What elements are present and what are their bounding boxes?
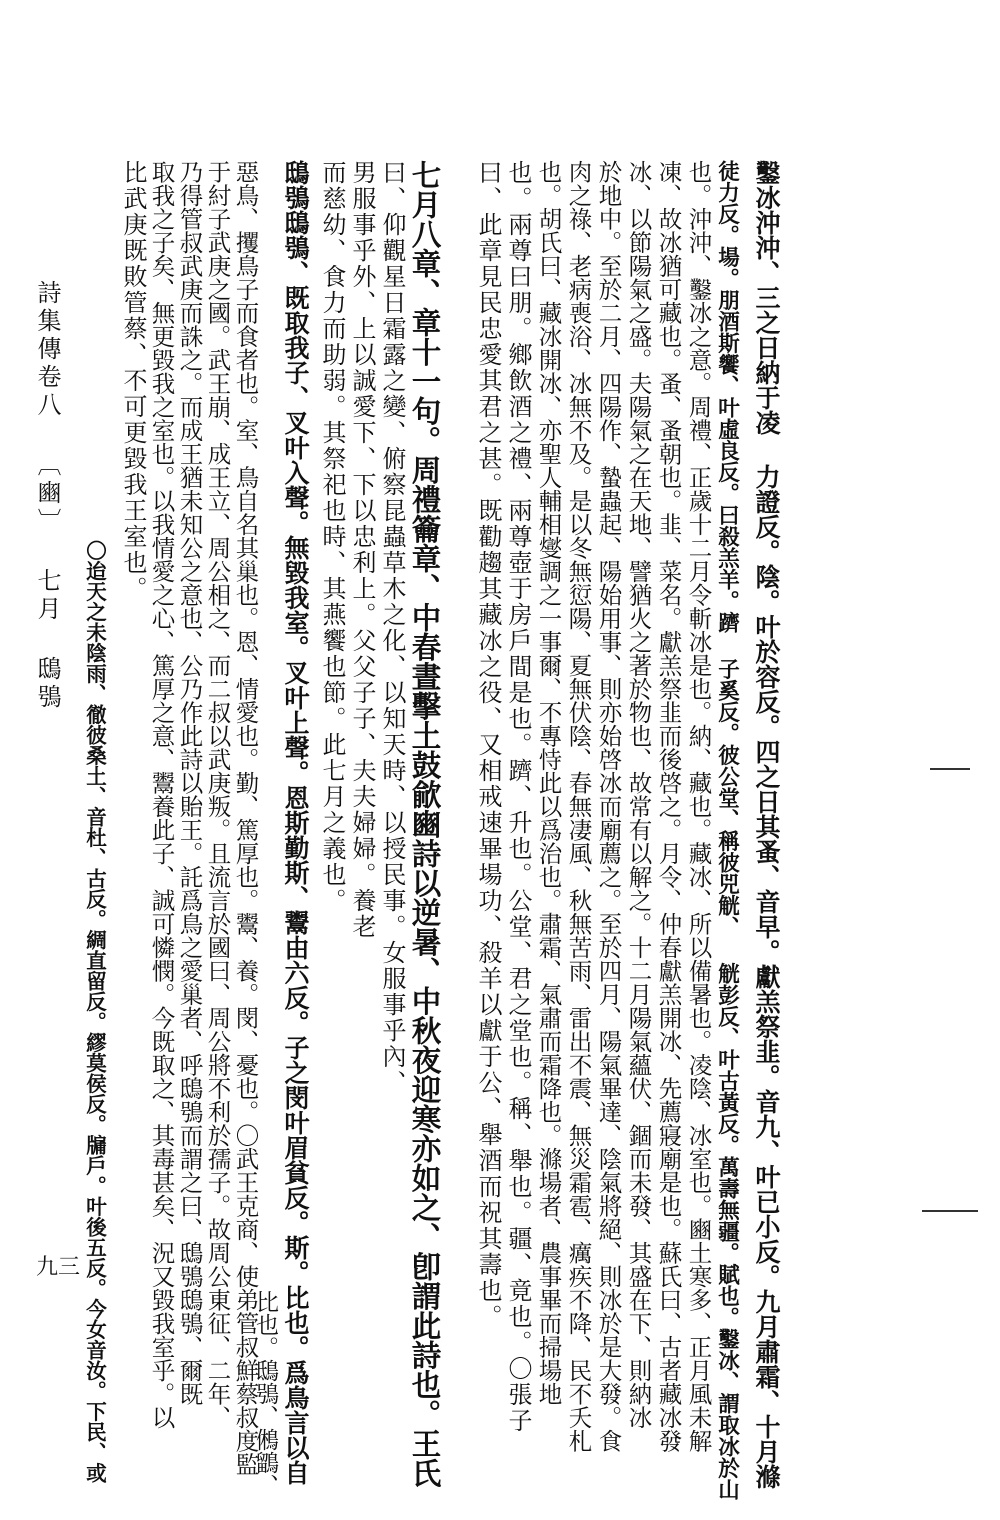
margin-mark: [930, 768, 970, 770]
text-column-20: 取我之子矣、無更毀我之室也。以我情愛之心、篤厚之意、鬻養此子、誠可憐憫。今既取之、其毒甚矣、況又毀我室乎。以: [147, 160, 176, 1429]
margin-mark: [922, 1210, 978, 1212]
text-column-13: 男服事乎外、上以誠愛下、下以忠利上。父父子子、夫夫婦婦。養老: [348, 160, 376, 940]
text-column-10: 曰、此章見民忠愛其君之甚。既勸趨其藏冰之役、又相戒速畢場功、殺羊以獻于公、舉酒而祝其壽也。: [474, 160, 502, 1330]
text-column-7: 肉之祿、老病喪浴、冰無不及。是以冬無愆陽、夏無伏陰、春無凄風、秋無苦雨、雷出不震、無災霜雹、癘疾不降、民不夭札: [564, 160, 593, 1453]
page-number: 九三: [36, 1255, 81, 1280]
text-column-6: 於地中。至於二月、四陽作、蟄蟲起、陽始用事、則亦始啓冰而廟薦之。至於四月、陽氣畢達、陰氣將絕、則冰於是大發。食: [594, 160, 623, 1453]
running-footer: 詩集傳卷八 〔豳〕 七月 鴟鴞: [33, 280, 61, 712]
text-column-1: 鑿冰沖沖、三之日納于凌 力證反。陰。叶於容反。四之日其蚤、音早。獻羔祭韭。音九、叶已小反。九月肅霜、十月滌: [752, 160, 781, 1489]
text-column-22: 〇迨天之未陰雨、徹彼桑土、音杜、古反。綢直留反。繆莫侯反。牖戶。叶後五反。今女音汝。下民、或: [82, 540, 107, 1483]
text-column-9: 也。兩尊曰朋。鄉飲酒之禮、兩尊壺于房戶間是也。躋、升也。公堂、君之堂也。稱、舉也。疆、竟也。〇張子: [504, 160, 532, 1434]
text-column-16: 比也。鴟鴞、鵂鶹、: [252, 1290, 278, 1497]
text-column-19: 乃得管叔武庚而誅之。而成王猶未知公之意也、公乃作此詩以貽王。託爲鳥之愛巢者、呼鴟鴞而謂之曰、鴟鴞鴟鴞、爾既: [175, 160, 204, 1406]
chapter-summary-heading: 七月八章、章十一句。周禮籥章、中春晝擊土鼓歈豳詩以逆暑、中秋夜迎寒亦如之、卽謂此詩也。王氏: [407, 160, 443, 1488]
poem-title-line: 鴟鴞鴟鴞、既取我子、叉叶入聲。無毀我室。叉叶上聲。恩斯勤斯、鬻由六反。子之閔叶眉貧反。斯。比也。爲鳥言以自: [281, 160, 310, 1485]
text-column-21: 比武庚既敗管蔡、不可更毀我王室也。: [119, 160, 147, 602]
text-column-12: 曰、仰觀星日霜露之變、俯察昆蟲草木之化、以知天時、以授民事。女服事乎內、: [378, 160, 406, 1096]
text-column-18: 于紂子武庚之國。武王崩、成王立、周公相之、而二叔以武庚叛。且流言於國曰、周公將不利於孺子。故周公東征、二年、: [203, 160, 232, 1429]
text-column-14: 而慈幼、食力而助弱。其祭祀也時、其燕饗也節。此七月之義也。: [318, 160, 346, 914]
text-column-3: 也。沖沖、鑿冰之意。周禮、正歲十二月令斬冰是也。納、藏也。藏冰、所以備暑也。凌陰、冰室也。豳土寒多、正月風未解: [684, 160, 713, 1453]
text-column-2: 徒力反。場。朋酒斯饗、叶虛良反。曰殺羔羊。躋 子奚反。彼公堂、稱彼兕觥、 觥彭反、叶古黃反。萬壽無疆。賦也。鑿冰、謂取冰於山: [714, 160, 740, 1500]
text-column-5: 冰、以節陽氣之盛。夫陽氣之在天地、譬猶火之著於物也、故常有以解之。十二月陽氣蘊伏、錮而未發、其盛在下、則納冰: [624, 160, 653, 1429]
text-column-8: 也。胡氏曰、藏冰開冰、亦聖人輔相燮調之一事爾、不專恃此以爲治也。肅霜、氣肅而霜降也。滌場者、農事畢而掃場地: [534, 160, 563, 1406]
text-column-4: 凍、故冰猶可藏也。蚤、蚤朝也。韭、菜名。獻羔祭韭而後啓之。月令、仲春獻羔開冰、先薦寢廟是也。蘇氏曰、古者藏冰發: [654, 160, 683, 1453]
text-column-17: 惡鳥、攫鳥子而食者也。室、鳥自名其巢也。恩、情愛也。勤、篤厚也。鬻、養。閔、憂也。〇武王克商、使弟管叔鮮蔡叔度監: [231, 160, 260, 1476]
